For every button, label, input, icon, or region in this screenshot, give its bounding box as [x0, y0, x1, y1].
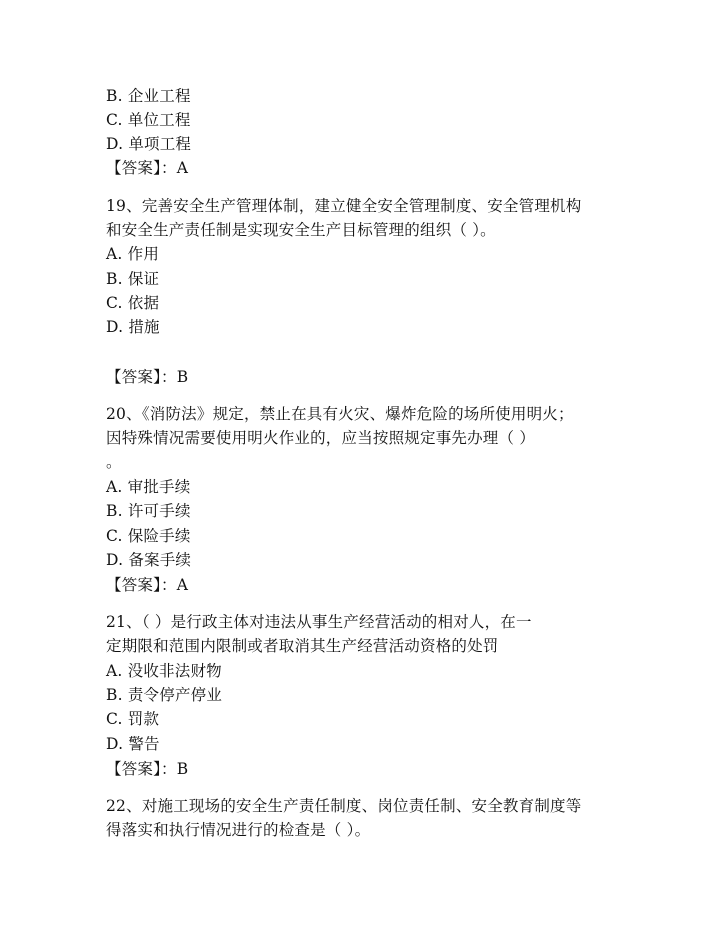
- q21-option-a: A. 没收非法财物: [106, 662, 222, 680]
- q18-option-c: C. 单位工程: [106, 111, 191, 129]
- q20-option-a: A. 审批手续: [106, 478, 191, 496]
- q18-answer: 【答案】：A: [106, 159, 189, 177]
- q20-option-c: C. 保险手续: [106, 527, 191, 545]
- q20-option-b: B. 许可手续: [106, 502, 191, 520]
- q20-option-d: D. 备案手续: [106, 551, 192, 569]
- q19-option-b: B. 保证: [106, 270, 160, 288]
- q18-option-b: B. 企业工程: [106, 87, 191, 105]
- q21-option-c: C. 罚款: [106, 710, 160, 728]
- q22-stem-line-2: 得落实和执行情况进行的检查是（ ）。: [106, 821, 371, 839]
- q19-option-a: A. 作用: [106, 245, 160, 263]
- q22-stem-line-1: 22、对施工现场的安全生产责任制度、岗位责任制、安全教育制度等: [106, 797, 582, 815]
- q20-stem-line-2: 因特殊情况需要使用明火作业的，应当按照规定事先办理（ ）: [106, 429, 536, 447]
- q20-answer: 【答案】：A: [106, 576, 189, 594]
- q20-stem-line-3: 。: [106, 453, 122, 471]
- q21-answer: 【答案】：B: [106, 760, 189, 778]
- q19-option-d: D. 措施: [106, 318, 160, 336]
- q21-stem-line-1: 21、（ ）是行政主体对违法从事生产经营活动的相对人，在一: [106, 613, 532, 631]
- q18-option-d: D. 单项工程: [106, 135, 192, 153]
- q21-stem-line-2: 定期限和范围内限制或者取消其生产经营活动资格的处罚: [106, 637, 499, 655]
- q19-answer: 【答案】：B: [106, 368, 189, 386]
- q19-stem-line-2: 和安全生产责任制是实现安全生产目标管理的组织（ ）。: [106, 221, 496, 239]
- q21-option-d: D. 警告: [106, 735, 160, 753]
- q19-stem-line-1: 19、完善安全生产管理体制，建立健全安全管理制度、安全管理机构: [106, 197, 582, 215]
- q19-option-c: C. 依据: [106, 294, 160, 312]
- q20-stem-line-1: 20、《消防法》规定，禁止在具有火灾、爆炸危险的场所使用明火；: [106, 405, 574, 423]
- q21-option-b: B. 责令停产停业: [106, 686, 223, 704]
